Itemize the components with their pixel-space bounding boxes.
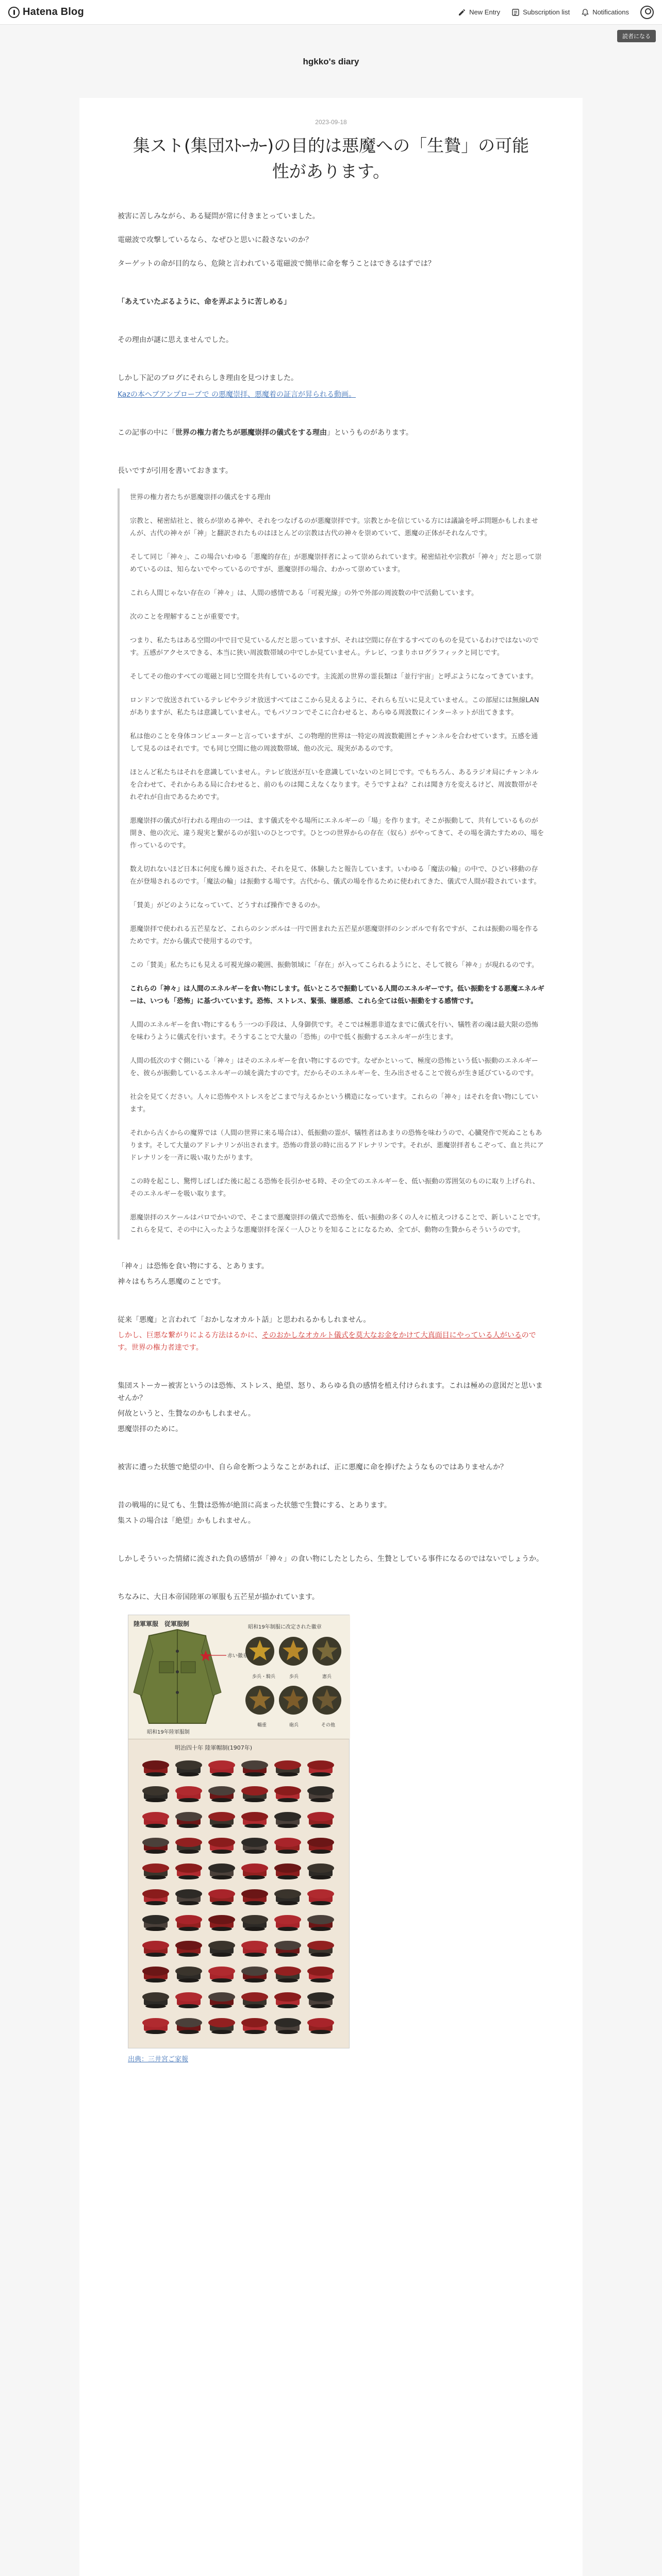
- cap-crown: [142, 1967, 169, 1976]
- cap-visor: [244, 1927, 265, 1931]
- quote-paragraph: この時を起こし、驚愕しばしばた後に起こる恐怖を長引かせる時、その全てのエネルギーを、低い振動の雰囲気のものに取り上げられ、そのエネルギーを吸い取ります。: [130, 1178, 539, 1198]
- cap-crown: [208, 1838, 235, 1847]
- cap-visor: [178, 1824, 199, 1828]
- quote-paragraph: 人間のエネルギーを食い物にするもう一つの手段は、人身御供です。そこでは極悪非道なまでに儀式を行い、犠牲者の魂は最大限の恐怖を味わうように儀式を行います。そうすることで大量の「恐怖」の中で低く振動するエネルギーが生じます。: [130, 1021, 538, 1041]
- cap-crown: [241, 1941, 268, 1950]
- cap-crown: [208, 2018, 235, 2027]
- cap-visor: [244, 2030, 265, 2034]
- quote-paragraph: それから古くからの魔界では（人間の世界に来る場合は）、低振動の霊が、犠牲者はあまりの恐怖を味わうので、心臓発作で死ぬこともあります。そして大量のアドレナリンが出されます。恐怖の背景の時に出るアドレナリンです。それが、悪魔崇拝者もこぞって、血と共にアドレナリンを一斉に吸い取りたがります。: [130, 1129, 544, 1162]
- cap-visor: [178, 1772, 199, 1776]
- cap-crown: [208, 1967, 235, 1976]
- cap-crown: [208, 1760, 235, 1770]
- subscribe-readers-button[interactable]: 読者になる: [617, 30, 656, 42]
- edit-icon: [458, 8, 466, 16]
- cap-visor: [310, 1875, 331, 1879]
- cap-crown: [274, 1915, 301, 1924]
- cap-crown: [208, 1992, 235, 2002]
- cap-visor: [211, 1927, 232, 1931]
- cap-visor: [211, 1978, 232, 1982]
- right-figure-title: 昭和19年制服に改定された徽章: [248, 1624, 322, 1630]
- cap-crown: [307, 1812, 334, 1821]
- paragraph: 集ストの場合は「絶望」かもしれません。: [118, 1517, 255, 1525]
- cap-crown: [175, 1992, 202, 2002]
- quote-paragraph: つまり、私たちはある空間の中で目で見ているんだと思っていますが、それは空間に存在するすべてのものを見ているわけではないのです。五感がアクセスできる、本当に狭い周波数帯域の中でしか見ていません。テレビ、つまりホログラフィックと同じです。: [130, 637, 539, 657]
- cap-visor: [145, 1953, 166, 1957]
- cap-crown: [241, 1760, 268, 1770]
- blockquote: [118, 488, 544, 1240]
- hatena-logo-icon: [8, 7, 20, 18]
- blog-header: [0, 57, 662, 67]
- cap-crown: [241, 1838, 268, 1847]
- quote-paragraph: そしてその他のすべての電磁と同じ空間を共有しているのです。主流派の世界の霊長類は「並行宇宙」と呼ぶようになってきています。: [130, 673, 538, 681]
- quote-paragraph: 社会を見てください。人々に恐怖やストレスをどこまで与えるかという構造になっています。これらの「神々」はそれを食い物にしています。: [130, 1093, 538, 1113]
- emblem-label: 憲兵: [322, 1674, 332, 1680]
- cap-crown: [142, 1863, 169, 1873]
- source-blog-link[interactable]: Kazの本ヘブアンプローブで の悪魔崇拝、悪魔着の証言が昇られる動画。: [118, 391, 356, 399]
- cap-crown: [175, 1786, 202, 1795]
- cap-crown: [241, 1889, 268, 1899]
- cap-visor: [310, 1824, 331, 1828]
- cap-crown: [142, 1889, 169, 1899]
- cap-visor: [277, 1824, 298, 1828]
- red-text: のです。世界の権力者達です。: [118, 1331, 536, 1352]
- cap-visor: [310, 2030, 331, 2034]
- red-text-strong: そのおかしなオカルト儀式を莫大なお金をかけて大真面目にやっている人がいる: [262, 1331, 522, 1340]
- cap-visor: [310, 1772, 331, 1776]
- new-entry-button[interactable]: [458, 8, 500, 16]
- image-source-link[interactable]: 出典：三井宮ご家報: [128, 2056, 189, 2063]
- cap-crown: [175, 1838, 202, 1847]
- cap-crown: [142, 1941, 169, 1950]
- cap-crown: [208, 1786, 235, 1795]
- paragraph: 何故というと、生贄なのかもしれません。: [118, 1410, 255, 1418]
- cap-visor: [145, 1798, 166, 1802]
- paragraph: 昔の戦場的に見ても、生贄は恐怖が絶頂に高まった状態で生贄にする、とあります。: [118, 1501, 391, 1510]
- cap-crown: [274, 1838, 301, 1847]
- paragraph: 神々はもちろん悪魔のことです。: [118, 1278, 225, 1286]
- quote-paragraph: そして同じ「神々」、この場合いわゆる「悪魔的存在」が悪魔崇拝者によって崇められています。秘密結社や宗教が「神々」だと思って崇めているのは、知らないでやっているのですが、悪魔崇拝の場合、わかって崇めています。: [130, 553, 542, 573]
- cap-visor: [244, 1953, 265, 1957]
- cap-visor: [178, 1850, 199, 1854]
- cap-crown: [307, 1992, 334, 2002]
- quote-paragraph: ほとんど私たちはそれを意識していません。テレビ放送が互いを意識していないのと同じです。でもちろん、あるラジオ局にチャンネルを合わせて、それからある局に合わせると、前のものは聞こえなくなります。そうですよね？これは聞き方を変えるけど、周波数帯がそれぞれが自由であるためです。: [130, 769, 539, 801]
- cap-visor: [310, 1798, 331, 1802]
- quote-paragraph: 数え切れないほど日本に何度も繰り返された、それを見て、体験したと報告しています。いわゆる「魔法の輪」の中で、ひどい移動の存在が登場されるのです。「魔法の輪」は振動する場です。古代から、儀式の場を作るために使われてきた、儀式で人間が殺されています。: [130, 866, 541, 886]
- cap-visor: [145, 2004, 166, 2008]
- quote-paragraph: この「賛美」私たちにも見える可視光線の範囲、振動領域に「存在」が入ってこられるようにと、そして彼ら「神々」が現れるのです。: [130, 961, 538, 969]
- lead-bold: 世界の権力者たちが悪魔崇拝の儀式をする理由: [175, 429, 327, 437]
- cap-crown: [175, 1967, 202, 1976]
- cap-crown: [307, 1838, 334, 1847]
- cap-visor: [277, 2030, 298, 2034]
- cap-visor: [277, 1901, 298, 1905]
- subscription-list-button[interactable]: [511, 8, 570, 16]
- quote-paragraph: 世界の権力者たちが悪魔崇拝の儀式をする理由: [130, 494, 271, 501]
- cap-crown: [274, 2018, 301, 2027]
- cap-visor: [244, 1978, 265, 1982]
- quote-paragraph: ロンドンで放送されているテレビやラジオ放送すべてはここから見えるように、それらも互いに見えていません。この部屋には無線LANがありますが、私たちは意識していません。でもパソコンでそこに合わせると、あらゆる周波数にインターネットが出てきます。: [130, 697, 539, 717]
- cap-visor: [310, 1927, 331, 1931]
- cap-visor: [211, 2004, 232, 2008]
- cap-visor: [310, 1850, 331, 1854]
- top-nav-links: [458, 6, 654, 19]
- paragraph: 被害に遭った状態で絶望の中、自ら命を断つようなことがあれば、正に悪魔に命を捧げたようなものではありませんか？: [118, 1463, 507, 1471]
- cap-visor: [310, 1978, 331, 1982]
- cap-crown: [208, 1812, 235, 1821]
- brand-name: Hatena Blog: [23, 6, 84, 18]
- quote-paragraph: 私は他のことを身体コンピューターと言っていますが、この物理的世界は一特定の周波数範囲とチャンネルを合わせています。五感を通して見るのはそれです。でも同じ空間に他の周波数帯域、他の次元、現実があるのです。: [130, 733, 538, 753]
- cap-crown: [241, 2018, 268, 2027]
- cap-visor: [211, 1850, 232, 1854]
- cap-crown: [307, 1915, 334, 1924]
- subscription-list-label: Subscription list: [523, 8, 570, 16]
- cap-crown: [142, 1786, 169, 1795]
- cap-crown: [241, 1992, 268, 2002]
- cap-visor: [178, 1875, 199, 1879]
- cap-chart-title: 明治四十年 陸軍帽制(1907年): [175, 1744, 253, 1751]
- cap-visor: [178, 2004, 199, 2008]
- cap-crown: [208, 1889, 235, 1899]
- red-text: しかし、巨悪な繋がりによる方法はるかに、: [118, 1331, 262, 1340]
- cap-crown: [142, 1760, 169, 1770]
- paragraph: 電磁波で攻撃しているなら、なぜひと思いに殺さないのか？: [118, 236, 312, 244]
- cap-crown: [274, 1967, 301, 1976]
- paragraph: しかし下記のブログにそれらしき理由を見つけました。: [118, 374, 298, 382]
- cap-crown: [274, 1812, 301, 1821]
- cap-visor: [145, 1978, 166, 1982]
- cap-visor: [178, 1978, 199, 1982]
- quote-paragraph: これら人間じゃない存在の「神々」は、人間の感情である「可視光線」の外で外部の周波数の中で活動しています。: [130, 589, 478, 597]
- cap-visor: [244, 1798, 265, 1802]
- figure-top-panel: [128, 1615, 349, 1739]
- user-menu-avatar-icon[interactable]: [640, 6, 654, 19]
- cap-crown: [241, 1812, 268, 1821]
- cap-visor: [310, 1953, 331, 1957]
- cap-visor: [244, 2004, 265, 2008]
- cap-visor: [211, 1772, 232, 1776]
- left-figure-title: 陸軍軍服 従軍服制: [134, 1620, 190, 1628]
- top-navbar: [0, 0, 662, 25]
- cap-visor: [178, 2030, 199, 2034]
- paragraph: 被害に苦しみながら、ある疑問が常に付きまとっていました。: [118, 212, 320, 221]
- quote-paragraph: 悪魔崇拝の儀式が行われる理由の一つは、ます儀式をやる場所にエネルギーの「場」を作ります。そこが振動して、共有しているものが開き、他の次元、違う現実と繋がるのが狙いのひとつです。ひとつの世界からの存在（奴ら）がやってきて、その場を満たすための、場を作っているのです。: [130, 817, 544, 850]
- cap-visor: [244, 1850, 265, 1854]
- cap-visor: [277, 1875, 298, 1879]
- paragraph: しかしそういった情緒に流された負の感情が「神々」の食い物にしたとしたら、生贄としている事件になるのではないでしょうか。: [118, 1555, 543, 1563]
- quote-paragraph: 悪魔崇拝で使われる五芒星など、これらのシンボルは一円で囲まれた五芒星が悪魔崇拝のシンボルで有名ですが、これは振動の場を作るためです。だから儀式で使用するのです。: [130, 925, 539, 945]
- cap-crown: [307, 1889, 334, 1899]
- new-entry-label: New Entry: [469, 8, 501, 16]
- cap-visor: [145, 2030, 166, 2034]
- quote-paragraph: 悪魔崇拝のスケールはパロでかいので、そこまで悪魔崇拝の儀式で恐怖を、低い振動の多くの人々に植えつけることで、新しいことです。これらを見て、その中に入ったような悪魔崇拝を深く一人ひとりを知ることになるため、全てが、動物の生贄からそういうのです。: [130, 1214, 544, 1234]
- hatena-brand[interactable]: [8, 6, 84, 18]
- cap-crown: [175, 2018, 202, 2027]
- cap-visor: [145, 1772, 166, 1776]
- cap-visor: [145, 1824, 166, 1828]
- paragraph: 「神々」は恐怖を食い物にする、とあります。: [118, 1262, 269, 1270]
- cap-crown: [307, 1863, 334, 1873]
- cap-crown: [241, 1863, 268, 1873]
- cap-crown: [175, 1863, 202, 1873]
- cap-visor: [277, 1953, 298, 1957]
- paragraph: ちなみに、大日本帝国陸軍の軍服も五芒星が描かれています。: [118, 1593, 319, 1601]
- cap-visor: [310, 2004, 331, 2008]
- entry-date[interactable]: 2023-09-18: [315, 118, 347, 126]
- figure-bottom-panel: [128, 1739, 349, 2048]
- paragraph: 従来「悪魔」と言われて「おかしなオカルト話」と思われるかもしれません。: [118, 1316, 371, 1324]
- cap-visor: [244, 1772, 265, 1776]
- cap-visor: [178, 1953, 199, 1957]
- cap-crown: [208, 1915, 235, 1924]
- bold-statement: 「あえていたぶるように、命を弄ぶように苦しめる」: [118, 298, 291, 306]
- cap-visor: [211, 2030, 232, 2034]
- cap-crown: [142, 1838, 169, 1847]
- cap-visor: [211, 1901, 232, 1905]
- cap-visor: [244, 1824, 265, 1828]
- cap-crown: [274, 1889, 301, 1899]
- cap-visor: [277, 1978, 298, 1982]
- bell-icon: [581, 8, 589, 16]
- emblem-label: 砲兵: [289, 1723, 299, 1728]
- quote-paragraph: 次のことを理解することが重要です。: [130, 613, 243, 621]
- cap-crown: [208, 1863, 235, 1873]
- cap-crown: [274, 1941, 301, 1950]
- cap-visor: [244, 1875, 265, 1879]
- cap-visor: [211, 1953, 232, 1957]
- paragraph: 長いですが引用を書いておきます。: [118, 467, 233, 475]
- lead-suffix: 」というものがあります。: [327, 429, 413, 437]
- quote-paragraph: 「賛美」がどのようになっていて、どうすれば操作できるのか。: [130, 902, 324, 909]
- quote-paragraph: 人間の低次のすぐ側にいる「神々」はそのエネルギーを食い物にするのです。なぜかといって、極度の恐怖という低い振動のエネルギーを、彼らが振動しているエネルギーの域を満たすのです。だからそのエネルギーを、生み出させることで彼らが生き延びているのです。: [130, 1057, 538, 1077]
- cap-crown: [142, 1915, 169, 1924]
- emblem-label: 歩兵: [289, 1674, 299, 1680]
- cap-crown: [175, 1889, 202, 1899]
- uniform-and-emblems-illustration: [128, 1615, 350, 1739]
- cap-crown: [241, 1786, 268, 1795]
- cap-crown: [142, 1992, 169, 2002]
- paragraph: 集団ストーカー被害というのは恐怖、ストレス、絶望、怒り、あらゆる負の感情を植え付けられます。これは極めの意図だと思いませんか？: [118, 1382, 543, 1402]
- cap-crown: [274, 1863, 301, 1873]
- emphasis-paragraph: [118, 1329, 544, 1354]
- cap-crown: [241, 1915, 268, 1924]
- cap-visor: [178, 1901, 199, 1905]
- cap-crown: [307, 1941, 334, 1950]
- cap-visor: [178, 1798, 199, 1802]
- cap-crown: [307, 2018, 334, 2027]
- cap-crown: [175, 1760, 202, 1770]
- cap-visor: [145, 1901, 166, 1905]
- red-badge-label: 赤い徽章: [227, 1653, 248, 1659]
- cap-visor: [145, 1927, 166, 1931]
- cap-visor: [277, 1927, 298, 1931]
- emblem-label: 歩兵・騎兵: [252, 1674, 276, 1680]
- cap-visor: [211, 1824, 232, 1828]
- military-caps-grid-illustration: [128, 1739, 350, 2048]
- left-figure-caption: 昭和19年陸軍服制: [147, 1730, 190, 1735]
- emblem-label: その他: [321, 1723, 336, 1728]
- cap-crown: [274, 1786, 301, 1795]
- cap-crown: [274, 1992, 301, 2002]
- entry-title[interactable]: 集スト(集団ｽﾄｰｶｰ)の目的は悪魔への「生贄」の可能性があります。: [133, 135, 529, 181]
- cap-crown: [142, 1812, 169, 1821]
- cap-crown: [307, 1760, 334, 1770]
- cap-visor: [211, 1798, 232, 1802]
- cap-visor: [145, 1875, 166, 1879]
- cap-visor: [277, 1798, 298, 1802]
- army-uniform-figure: [128, 1615, 350, 2063]
- list-icon: [511, 8, 520, 16]
- cap-crown: [175, 1941, 202, 1950]
- cap-visor: [277, 1850, 298, 1854]
- cap-crown: [241, 1967, 268, 1976]
- cap-visor: [244, 1901, 265, 1905]
- figure-image[interactable]: [128, 1615, 350, 2048]
- article-entry: [79, 98, 583, 2576]
- paragraph: ターゲットの命が目的なら、危険と言われている電磁波で簡単に命を奪うことはできるはずでは？: [118, 260, 435, 268]
- notifications-button[interactable]: [581, 8, 629, 16]
- cap-crown: [307, 1786, 334, 1795]
- cap-crown: [274, 1760, 301, 1770]
- cap-visor: [145, 1850, 166, 1854]
- cap-crown: [208, 1941, 235, 1950]
- cap-visor: [178, 1927, 199, 1931]
- cap-visor: [277, 1772, 298, 1776]
- blog-title-link[interactable]: hgkko's diary: [303, 57, 359, 66]
- lead-paragraph: [118, 427, 544, 439]
- cap-crown: [307, 1967, 334, 1976]
- paragraph: 悪魔崇拝のために。: [118, 1425, 183, 1433]
- cap-visor: [211, 1875, 232, 1879]
- emblem-label: 輜重: [257, 1723, 267, 1728]
- cap-visor: [277, 2004, 298, 2008]
- cap-crown: [175, 1812, 202, 1821]
- notifications-label: Notifications: [592, 8, 629, 16]
- cap-visor: [310, 1901, 331, 1905]
- cap-crown: [142, 2018, 169, 2027]
- quote-paragraph: 宗教と、秘密結社と、彼らが崇める神や、それをつなげるのが悪魔崇拝です。宗教とかを信じている方には議論を呼ぶ問題かもしれませんが、古代の神々が「神」と翻訳されたものはほとんどの宗教は古代の神々を崇めていて、悪魔の正体がそれなんです。: [130, 517, 538, 537]
- cap-crown: [175, 1915, 202, 1924]
- paragraph: その理由が謎に思えませんでした。: [118, 336, 233, 344]
- quote-paragraph-bold: これらの「神々」は人間のエネルギーを食い物にします。低いところで振動している人間のエネルギーです。低い振動をする悪魔エネルギーは、いつも「恐怖」に基づいています。恐怖、ストレス、緊張、嫌悪感、これら全ては低い振動をする感情です。: [130, 985, 544, 1005]
- lead-prefix: この記事の中に「: [118, 429, 175, 437]
